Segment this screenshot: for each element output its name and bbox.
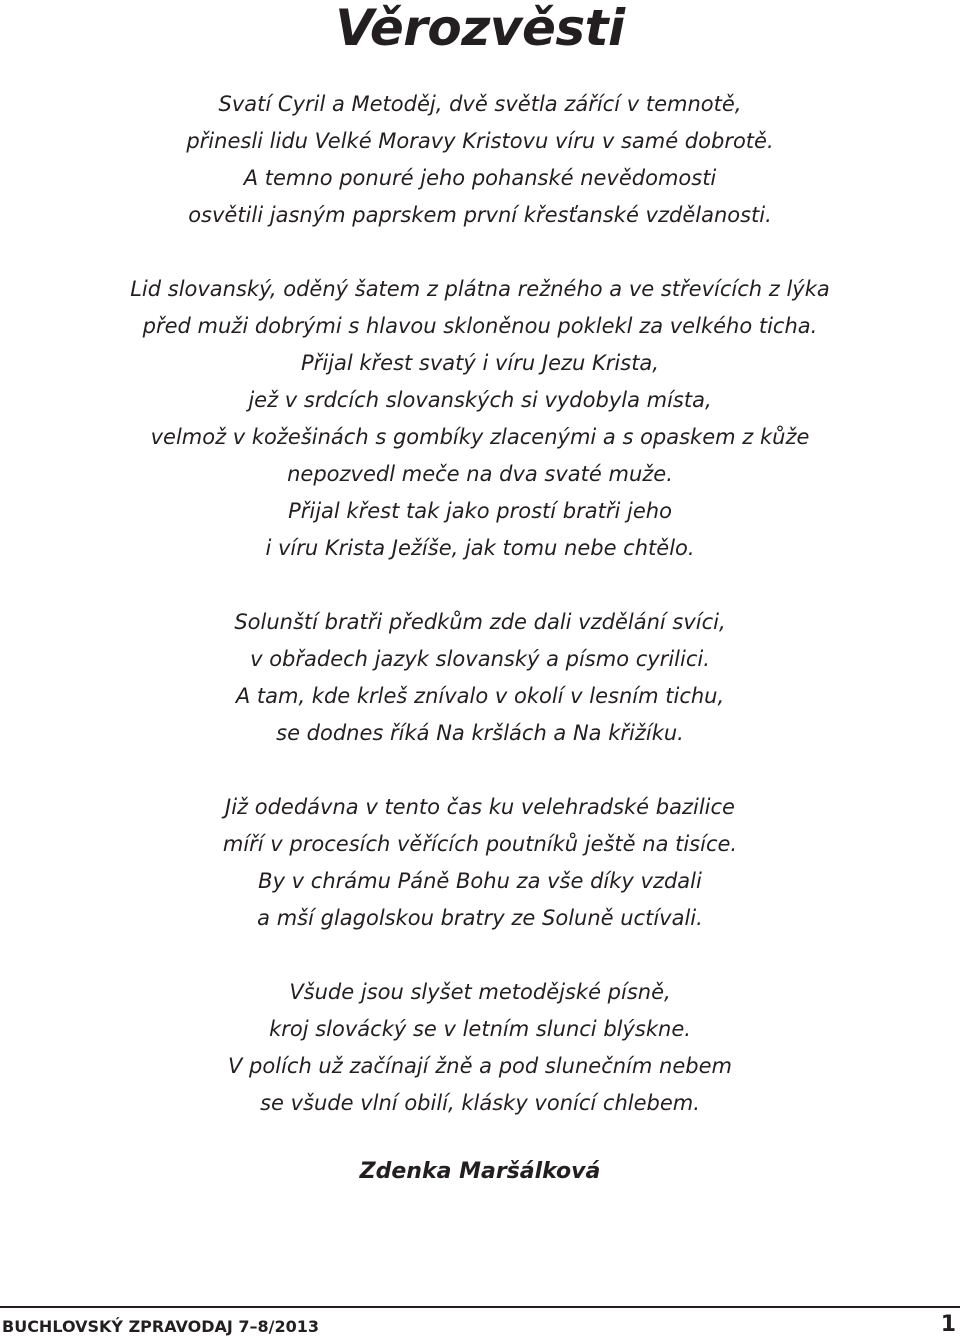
poem-line: A tam, kde krleš znívalo v okolí v lesním tichu, [235,684,725,708]
poem-line: se všude vlní obilí, klásky vonící chlebem. [260,1091,700,1115]
poem-line: osvětili jasným paprskem první křesťanské vzdělanosti. [188,203,772,227]
footer-divider [0,1306,960,1308]
poem-line: Svatí Cyril a Metoděj, dvě světla zářící v temnotě, [218,92,742,116]
poem-line: Již odedávna v tento čas ku velehradské bazilice [225,795,735,819]
poem-line: před muži dobrými s hlavou skloněnou poklekl za velkého ticha. [142,314,818,338]
footer-page-number: 1 [940,1312,956,1337]
poem-line: se dodnes říká Na kršlách a Na křižíku. [276,721,684,745]
poem-line: By v chrámu Páně Bohu za vše díky vzdali [258,869,702,893]
poem-line: Všude jsou slyšet metodějské písně, [289,980,671,1004]
stanza [0,974,960,1122]
poem-line: Lid slovanský, oděný šatem z plátna režného a ve střevících z lýka [130,277,830,301]
stanza [0,86,960,234]
poem-line: A temno ponuré jeho pohanské nevědomosti [243,166,717,190]
poem-line: velmož v kožešinách s gombíky zlacenými a s opaskem z kůže [150,425,810,449]
poem-line: Solunští bratři předkům zde dali vzdělání svíci, [234,610,726,634]
poem-line: Přijal křest svatý i víru Jezu Krista, [301,351,659,375]
poem-line: jež v srdcích slovanských si vydobyla místa, [248,388,712,412]
poem-line: Přijal křest tak jako prostí bratři jeho [288,499,672,523]
stanza [0,604,960,752]
stanza [0,271,960,567]
poem-line: přinesli lidu Velké Moravy Kristovu víru v samé dobrotě. [186,129,774,153]
poem-line: i víru Krista Ježíše, jak tomu nebe chtělo. [265,536,695,560]
poem-line: v obřadech jazyk slovanský a písmo cyrilici. [250,647,710,671]
poem-author: Zdenka Maršálková [359,1159,601,1184]
poem-line: V polích už začínají žně a pod slunečním nebem [228,1054,732,1078]
poem-title: Věrozvěsti [335,0,625,57]
poem-line: nepozvedl meče na dva svaté muže. [287,462,673,486]
poem-line: a mší glagolskou bratry ze Soluně uctívali. [257,906,703,930]
footer-publication: BUCHLOVSKÝ ZPRAVODAJ 7–8/2013 [2,1317,320,1336]
poem-body [0,86,960,1122]
poem-line: kroj slovácký se v letním slunci blýskne. [269,1017,691,1041]
poem-line: míří v procesích věřících poutníků ještě na tisíce. [222,832,738,856]
stanza [0,789,960,937]
